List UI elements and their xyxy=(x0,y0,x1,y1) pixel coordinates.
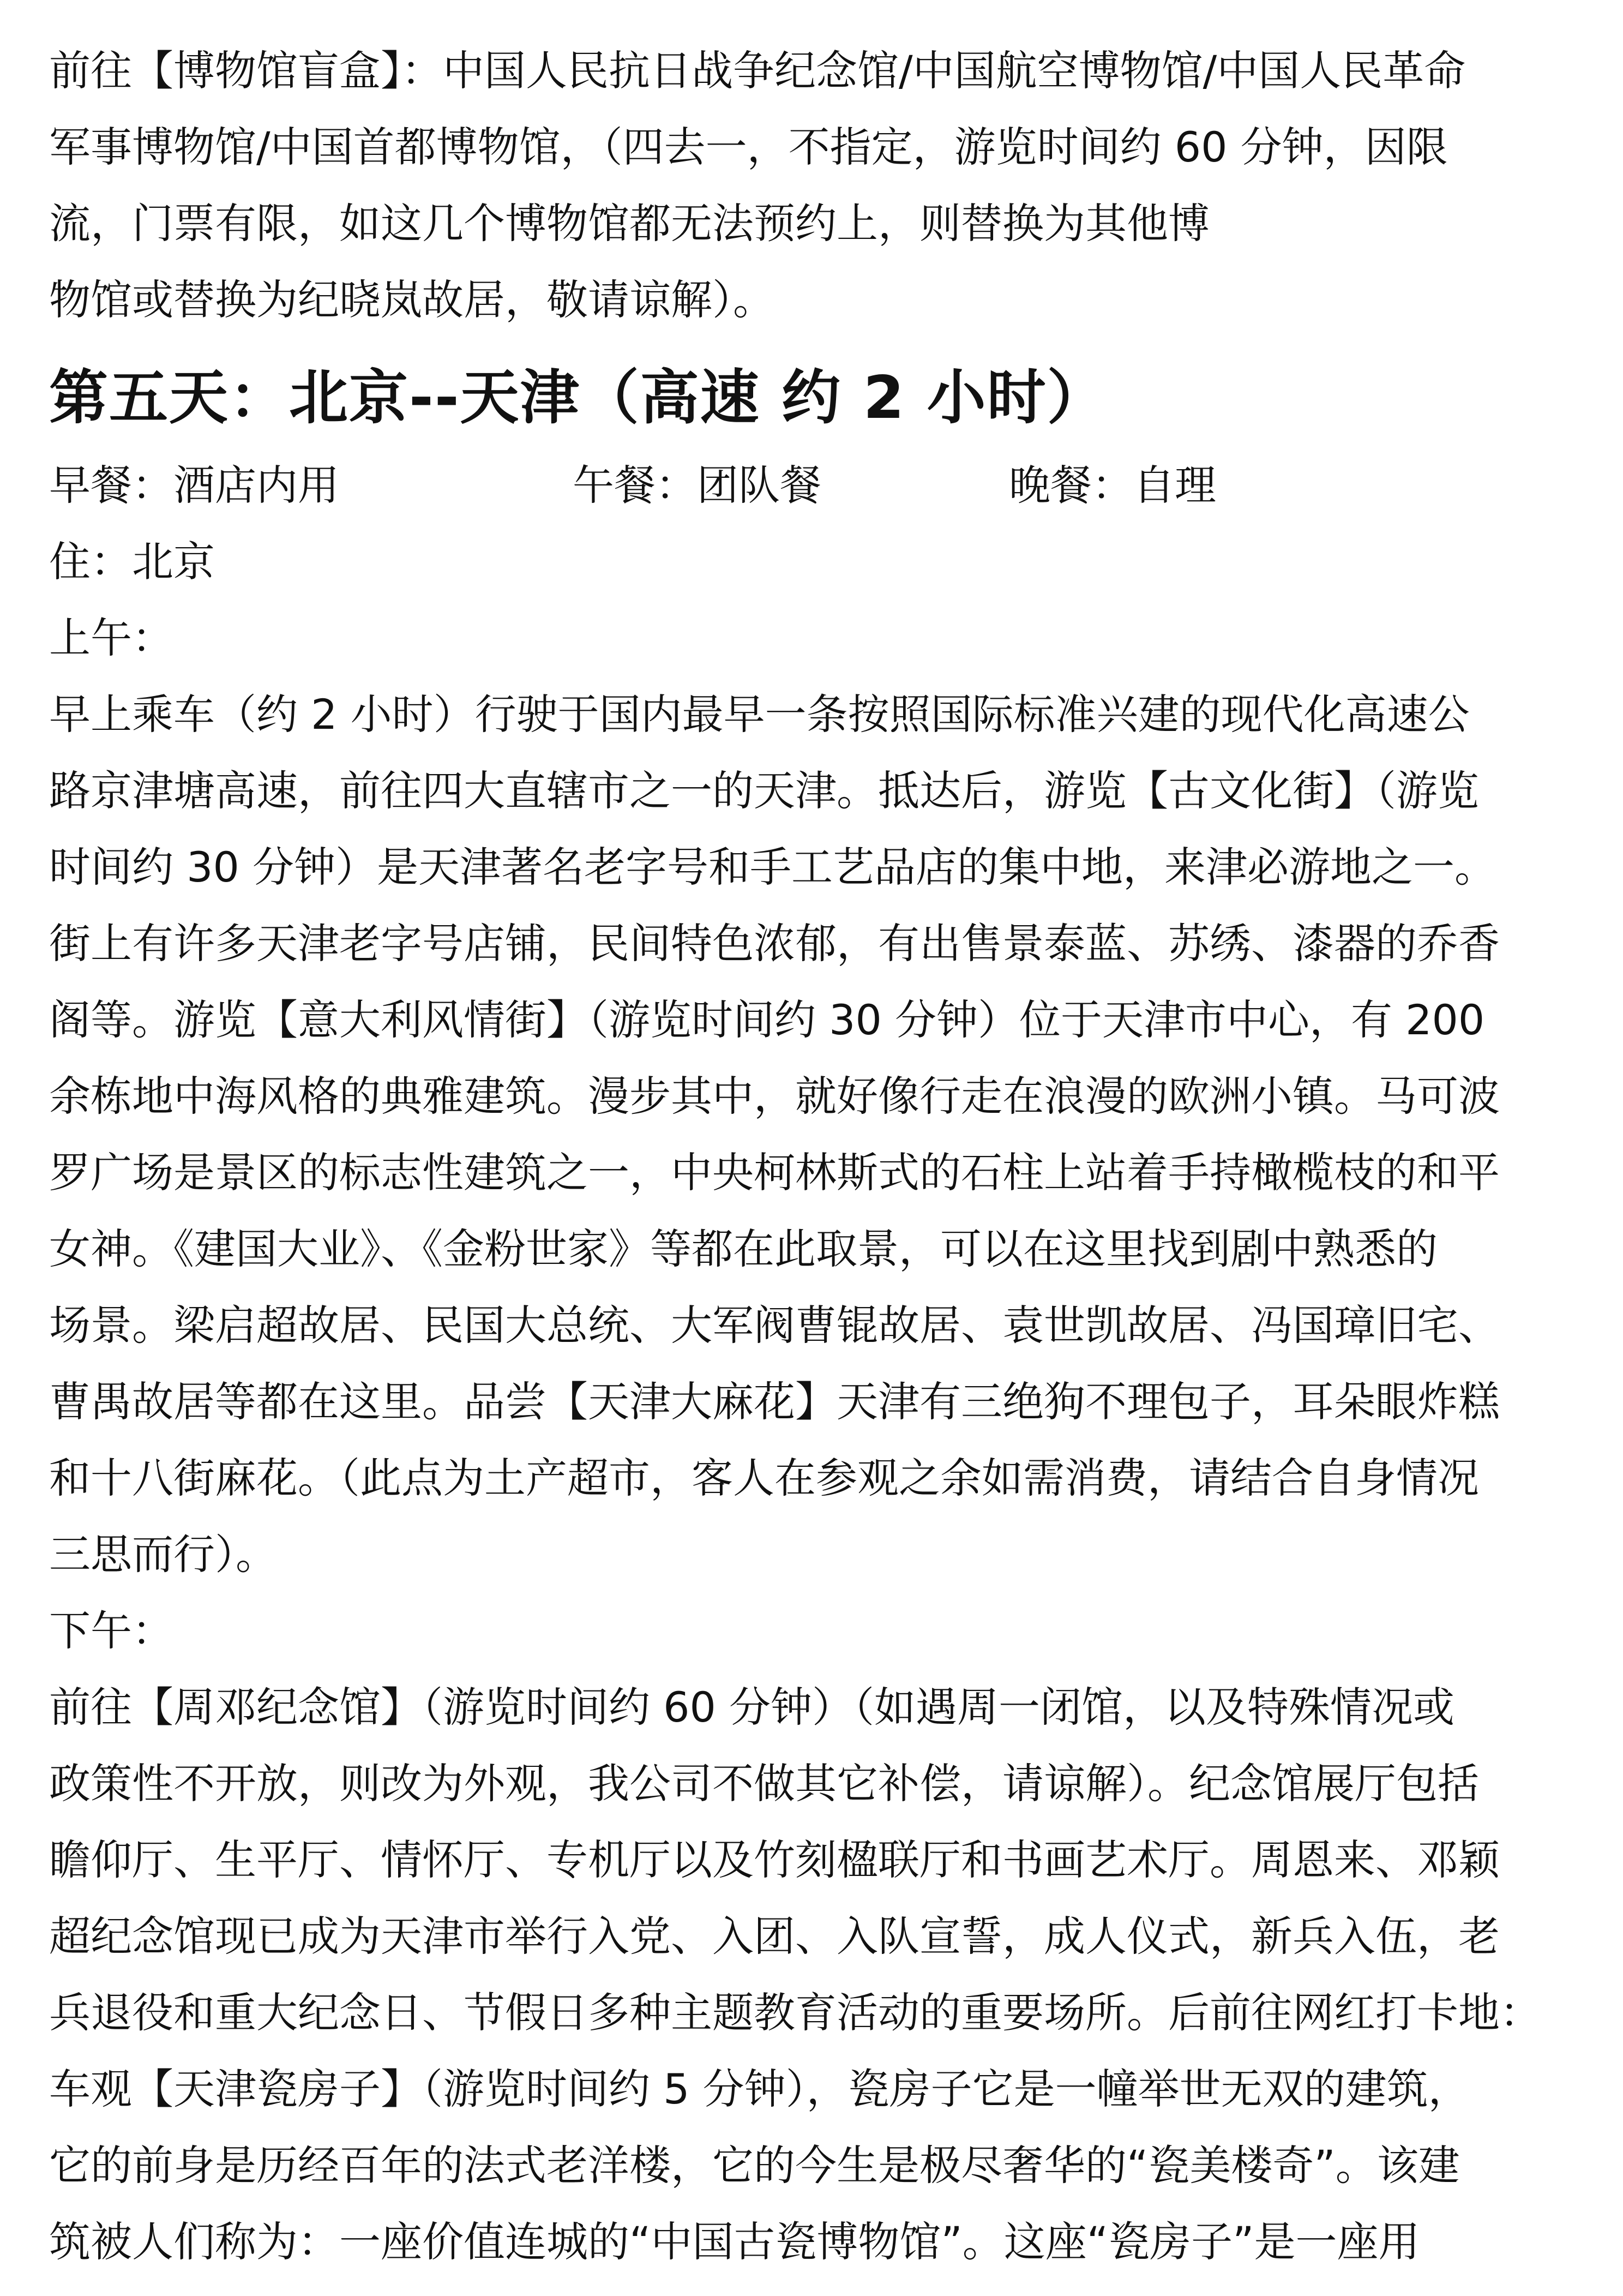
afternoon-line: 政策性不开放，则改为外观，我公司不做其它补偿，请谅解）。纪念馆展厅包括 xyxy=(49,1759,1479,1808)
morning-line: 余栋地中海风格的典雅建筑。漫步其中，就好像行走在浪漫的欧洲小镇。马可波 xyxy=(49,1072,1500,1120)
afternoon-paragraph xyxy=(49,1669,1576,2280)
document-page xyxy=(49,33,1576,2280)
morning-line: 三思而行）。 xyxy=(49,1530,277,1579)
afternoon-line: 车观【天津瓷房子】（游览时间约 5 分钟），瓷房子它是一幢举世无双的建筑， xyxy=(49,2065,1470,2113)
morning-line: 曹禺故居等都在这里。品尝【天津大麻花】天津有三绝狗不理包子，耳朵眼炸糕 xyxy=(49,1377,1500,1426)
intro-line: 物馆或替换为纪晓岚故居，敬请谅解）。 xyxy=(49,275,774,324)
morning-label: 上午： xyxy=(49,614,173,662)
morning-line: 时间约 30 分钟）是天津著名老字号和手工艺品店的集中地，来津必游地之一。 xyxy=(49,843,1496,891)
morning-line: 路京津塘高速，前往四大直辖市之一的天津。抵达后，游览【古文化街】（游览 xyxy=(49,766,1479,815)
morning-line: 阁等。游览【意大利风情街】（游览时间约 30 分钟）位于天津市中心，有 200 xyxy=(49,996,1485,1044)
morning-line: 早上乘车（约 2 小时）行驶于国内最早一条按照国际标准兴建的现代化高速公 xyxy=(49,690,1470,739)
afternoon-line: 它的前身是历经百年的法式老洋楼，它的今生是极尽奢华的“瓷美楼奇”。该建 xyxy=(49,2141,1460,2190)
morning-line: 罗广场是景区的标志性建筑之一，中央柯林斯式的石柱上站着手持橄榄枝的和平 xyxy=(49,1148,1500,1197)
stay-info: 住：北京 xyxy=(49,537,215,586)
morning-line: 女神。《建国大业》、《金粉世家》等都在此取景，可以在这里找到剧中熟悉的 xyxy=(49,1225,1438,1273)
morning-paragraph xyxy=(49,676,1576,1593)
afternoon-line: 前往【周邓纪念馆】（游览时间约 60 分钟）（如遇周一闭馆，以及特殊情况或 xyxy=(49,1683,1455,1731)
meals-row xyxy=(49,447,1576,524)
afternoon-line: 瞻仰厅、生平厅、情怀厅、专机厅以及竹刻楹联厅和书画艺术厅。周恩来、邓颖 xyxy=(49,1836,1500,1884)
dinner-info: 晚餐：自理 xyxy=(1009,461,1216,509)
intro-paragraph xyxy=(49,33,1576,338)
day5-heading: 第五天：北京--天津（高速 约 2 小时） xyxy=(49,364,1107,432)
morning-line: 场景。梁启超故居、民国大总统、大军阀曹锟故居、袁世凯故居、冯国璋旧宅、 xyxy=(49,1301,1500,1350)
intro-line: 军事博物馆/中国首都博物馆，（四去一，不指定，游览时间约 60 分钟，因限 xyxy=(49,123,1448,171)
afternoon-line: 兵退役和重大纪念日、节假日多种主题教育活动的重要场所。后前往网红打卡地： xyxy=(49,1988,1541,2037)
afternoon-label: 下午： xyxy=(49,1606,173,1655)
afternoon-line: 筑被人们称为：一座价值连城的“中国古瓷博物馆”。这座“瓷房子”是一座用 xyxy=(49,2217,1420,2266)
intro-line: 流，门票有限，如这几个博物馆都无法预约上，则替换为其他博 xyxy=(49,199,1210,248)
morning-line: 和十八街麻花。（此点为土产超市，客人在参观之余如需消费，请结合自身情况 xyxy=(49,1454,1479,1502)
lunch-info: 午餐：团队餐 xyxy=(573,461,821,509)
intro-line: 前往【博物馆盲盒】：中国人民抗日战争纪念馆/中国航空博物馆/中国人民革命 xyxy=(49,46,1466,95)
afternoon-line: 超纪念馆现已成为天津市举行入党、入团、入队宣誓，成人仪式，新兵入伍，老 xyxy=(49,1912,1500,1961)
breakfast-info: 早餐：酒店内用 xyxy=(49,461,339,509)
morning-line: 街上有许多天津老字号店铺，民间特色浓郁，有出售景泰蓝、苏绣、漆器的乔香 xyxy=(49,919,1500,968)
